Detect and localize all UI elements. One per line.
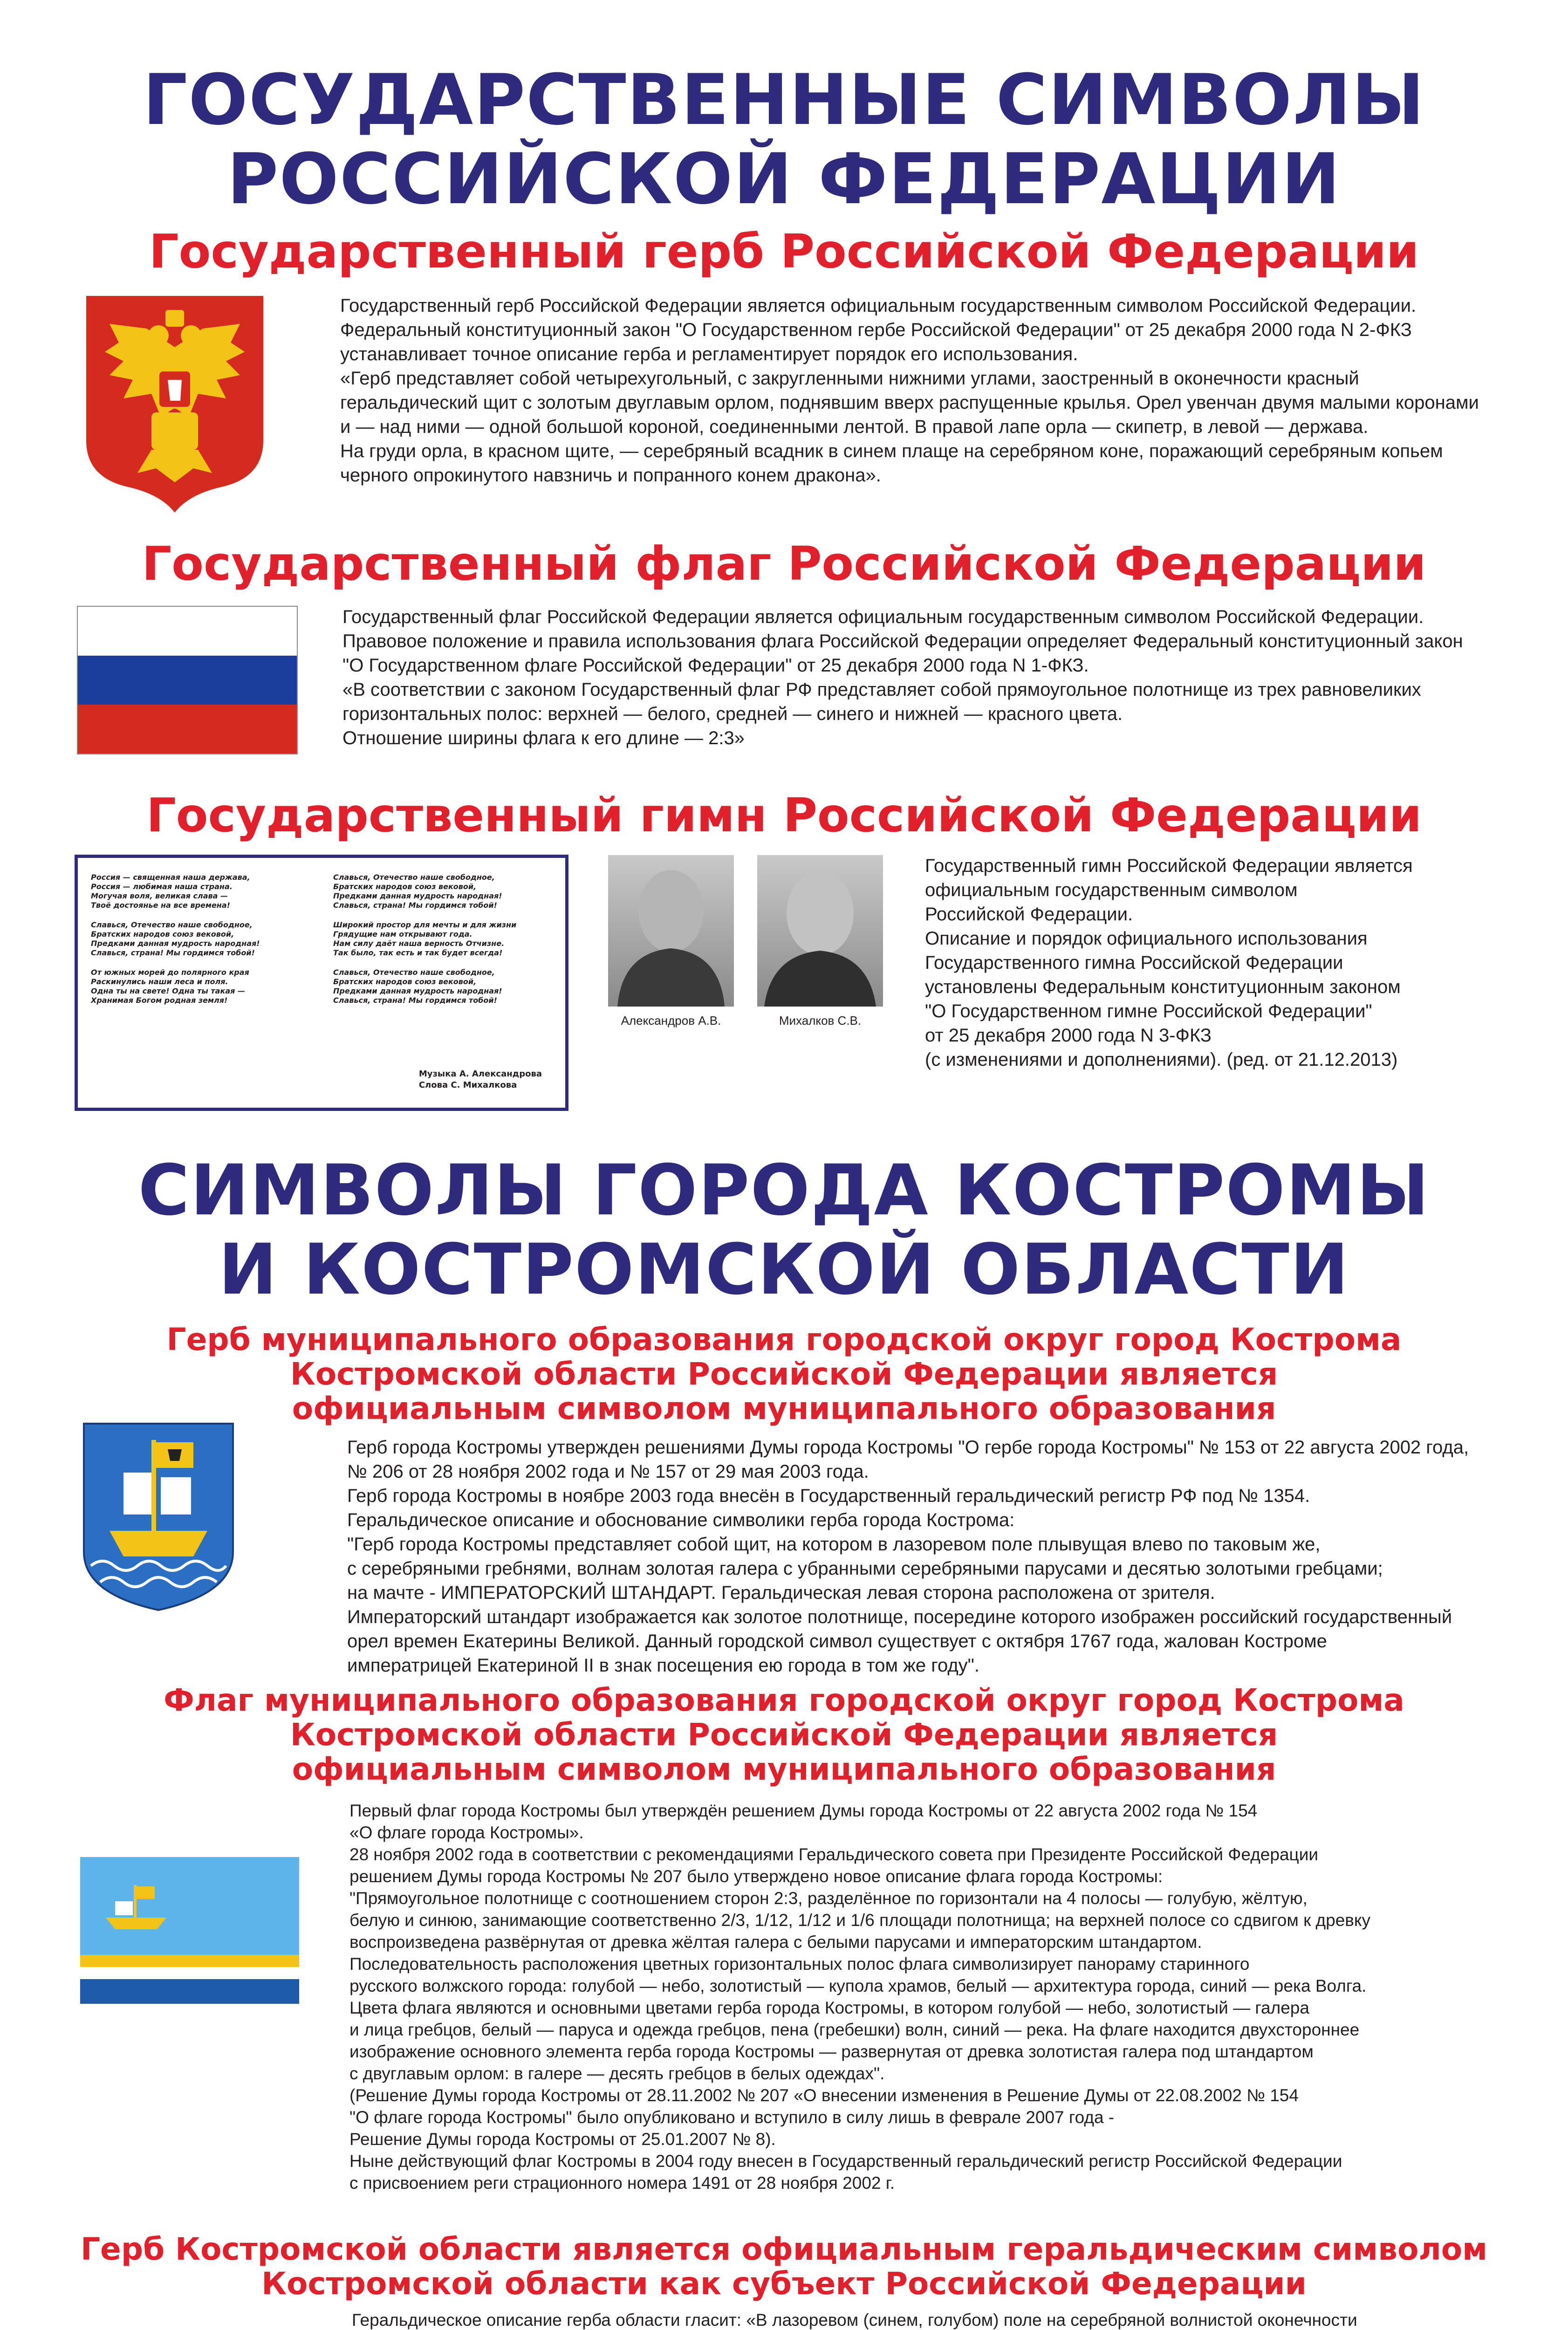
- text-line: Федеральный конституционный закон "О Государственном гербе Российской Федерации" от 25 декабря 2000 года N 2-ФКЗ: [340, 320, 1412, 340]
- text-line: воспроизведена развёрнутая от древка жёлтая галера с белыми парусами и императорским штандартом.: [349, 1933, 1202, 1952]
- city-title-line2: И КОСТРОМСКОЙ ОБЛАСТИ: [218, 1229, 1350, 1310]
- text-line: На груди орла, в красном щите, — серебряный всадник в синем плаще на серебряном коне, поражающий серебряным копьем: [340, 441, 1443, 461]
- text-line: горизонтальных полос: верхней — белого, средней — синего и нижней — красного цвета.: [342, 704, 1123, 724]
- city-title-line1: СИМВОЛЫ ГОРОДА КОСТРОМЫ: [138, 1150, 1430, 1231]
- portrait-mikhalkov: [757, 855, 883, 1007]
- text-line: Последовательность расположения цветных горизонтальных полос флага символизирует панораму старинного: [349, 1954, 1250, 1974]
- text-line: русского волжского города: голубой — небо, золотистый — купола храмов, белый — архитектура города, синий — река Волга.: [349, 1976, 1367, 1995]
- text-line: решением Думы города Костромы № 207 было утверждено новое описание флага города Костромы:: [349, 1867, 1163, 1886]
- title-line: Герб Костромской области является официальным геральдическим символом: [81, 2231, 1487, 2267]
- flag-sky-stripe: [80, 1857, 299, 1955]
- anthem-credits: [419, 1069, 542, 1091]
- text-line: Геральдическое описание герба области гласит: «В лазоревом (синем, голубом) поле на серебряной волнистой оконечности: [352, 2310, 1357, 2330]
- text-line: изображение основного элемента герба города Костромы — развернутая от древка золотистая галера под штандартом: [349, 2042, 1314, 2061]
- text-line: Правовое положение и правила использования флага Российской Федерации определяет Федеральный конституционный закон: [342, 631, 1463, 651]
- flag-red-stripe: [78, 705, 297, 754]
- title-line: Костромской области Российской Федерации является: [290, 1717, 1278, 1753]
- text-line: геральдический щит с золотым двуглавым орлом, поднявшим вверх распущенные крылья. Орел увенчан двумя малыми коронами: [340, 392, 1479, 413]
- flag-yellow-stripe: [80, 1955, 299, 1967]
- kostroma-coat-of-arms-icon: [82, 1421, 235, 1612]
- text-line: на мачте - ИМПЕРАТОРСКИЙ ШТАНДАРТ. Геральдическая левая сторона расположена от зрителя.: [347, 1583, 1215, 1603]
- galley-icon: [101, 1883, 171, 1934]
- text-line: "Герб города Костромы представляет собой щит, на котором в лазоревом поле плывущая влево по таковым же,: [347, 1534, 1321, 1555]
- region-coat-title: [0, 2232, 1568, 2301]
- text-line: Описание и порядок официального использования: [925, 928, 1368, 949]
- anthem-verse: Россия — священная наша держава, Россия — любимая наша страна. Могучая воля, великая слава — Твоё достоянье на все времена!: [91, 873, 250, 910]
- region-coat-description: [352, 2309, 1517, 2330]
- anthem-section-title: Государственный гимн Российской Федерации: [146, 788, 1422, 843]
- text-line: устанавливает точное описание герба и регламентирует порядок его использования.: [340, 344, 1078, 364]
- main-title-line1: ГОСУДАРСТВЕННЫЕ СИМВОЛЫ: [143, 60, 1425, 141]
- text-line: "О Государственном гимне Российской Федерации": [925, 1001, 1372, 1021]
- anthem-music-credit: Музыка А. Александрова: [418, 1069, 542, 1079]
- main-title-line2: РОССИЙСКОЙ ФЕДЕРАЦИИ: [227, 139, 1341, 220]
- text-line: Решение Думы города Костромы от 25.01.2007 № 8).: [349, 2130, 776, 2149]
- text-line: и лица гребцов, белый — паруса и одежда гребцов, пена (гребешки) волн, синий — река. На флаге находится двухстороннее: [349, 2020, 1360, 2039]
- text-line: Цвета флага являются и основными цветами герба города Костромы, в котором голубой — небо, золотистый — галера: [349, 1998, 1309, 2017]
- text-line: от 25 декабря 2000 года N 3-ФКЗ: [925, 1025, 1212, 1046]
- title-line: Костромской области Российской Федерации является: [290, 1356, 1278, 1392]
- city-flag-description: [349, 1800, 1524, 2194]
- text-line: (Решение Думы города Костромы от 28.11.2002 № 207 «О внесении изменения в Решение Думы от 22.08.2002 № 154: [349, 2086, 1299, 2105]
- text-line: Императорский штандарт изображается как золотое полотнище, посередине которого изображен российский государственный: [347, 1607, 1452, 1627]
- anthem-verse: От южных морей до полярного края Раскинулись наши леса и поля. Одна ты на свете! Одна ты такая — Хранимая Богом родная земля!: [91, 968, 249, 1005]
- text-line: Государственный герб Российской Федерации является официальным государственным символом Российской Федерации.: [340, 295, 1417, 316]
- text-line: и — над ними — одной большой короной, соединенными лентой. В правой лапе орла — скипетр, в левой — держава.: [340, 417, 1369, 437]
- russia-coat-of-arms-icon: [82, 291, 268, 515]
- title-line: официальным символом муниципального образования: [292, 1751, 1276, 1787]
- coat-description: [340, 294, 1482, 487]
- anthem-verse: Славься, Отечество наше свободное, Братских народов союз вековой, Предками данная мудрость народная! Славься, страна! Мы гордимся тобой!: [333, 968, 502, 1005]
- text-line: белую и синюю, занимающие соответственно 2/3, 1/12, 1/12 и 1/6 площади полотнища; на верхней полосе со сдвигом к древку: [349, 1911, 1371, 1930]
- text-line: с серебряными гребнями, волнам золотая галера с убранными серебряными парусами и десятью золотыми гребцами;: [347, 1558, 1383, 1579]
- text-line: Российской Федерации.: [925, 904, 1133, 925]
- title-line: официальным символом муниципального образования: [292, 1391, 1276, 1426]
- portrait-alexandrov-caption: Александров А.В.: [621, 1014, 721, 1028]
- anthem-verse: Славься, Отечество наше свободное, Братских народов союз вековой, Предками данная мудрость народная! Славься, страна! Мы гордимся тобой!: [91, 920, 260, 957]
- text-line: орел времен Екатерины Великой. Данный городской символ существует с октября 1767 года, жалован Костроме: [347, 1631, 1327, 1652]
- anthem-description: [925, 854, 1507, 1072]
- portrait-mikhalkov-caption: Михалков С.В.: [779, 1014, 862, 1028]
- text-line: официальным государственным символом: [925, 880, 1298, 900]
- title-line: Костромской области как субъект Российской Федерации: [261, 2266, 1307, 2302]
- text-line: «Герб представляет собой четырехугольный, с закругленными нижними углами, заостренный в оконечности красный: [340, 368, 1359, 389]
- text-line: с присвоением реги страционного номера 1491 от 28 ноября 2002 г.: [349, 2173, 895, 2193]
- anthem-column-left: [91, 873, 315, 1015]
- russia-flag: [77, 606, 298, 754]
- flag-white-stripe: [80, 1967, 299, 1979]
- flag-blue-stripe: [78, 656, 297, 705]
- flag-blue-stripe: [80, 1979, 299, 2004]
- text-line: Герб города Костромы в ноябре 2003 года внесён в Государственный геральдический регистр РФ под № 1354.: [347, 1486, 1310, 1506]
- text-line: Ныне действующий флаг Костромы в 2004 году внесен в Государственный геральдический регистр Российской Федерации: [349, 2152, 1342, 2171]
- text-line: «В соответствии с законом Государственный флаг РФ представляет собой прямоугольное полотнище из трех равновеликих: [342, 679, 1421, 700]
- city-flag-title: [0, 1683, 1568, 1787]
- anthem-verse: Широкий простор для мечты и для жизни Грядущие нам открывают года. Нам силу даёт наша верность Отчизне. Так было, так есть и так будет всегда!: [333, 920, 517, 957]
- text-line: 28 ноября 2002 года в соответствии с рекомендациями Геральдического совета при Президенте Российской Федерации: [349, 1845, 1319, 1864]
- text-line: с двуглавым орлом: в галере — десять гребцов в белых одеждах".: [349, 2064, 885, 2083]
- text-line: черного опрокинутого навзничь и попранного конем дракона».: [340, 465, 881, 486]
- text-line: Государственный гимн Российской Федерации является: [925, 856, 1413, 876]
- kostroma-flag: [80, 1857, 299, 2004]
- city-coat-description: [347, 1435, 1512, 1678]
- text-line: "О Государственном флаге Российской Федерации" от 25 декабря 2000 года N 1-ФКЗ.: [342, 655, 1089, 676]
- anthem-column-right: [333, 873, 557, 1015]
- flag-section-title: Государственный флаг Российской Федерации: [142, 536, 1426, 591]
- city-coat-title: [0, 1323, 1568, 1426]
- title-line: Герб муниципального образования городской округ город Кострома: [166, 1322, 1402, 1357]
- text-line: установлены Федеральным конституционным законом: [925, 977, 1401, 997]
- flag-description: [342, 605, 1484, 750]
- text-line: Государственного гимна Российской Федерации: [925, 953, 1343, 973]
- text-line: Герб города Костромы утвержден решениями Думы города Костромы "О гербе города Костромы" № 153 от 22 августа 2002 года,: [347, 1437, 1469, 1458]
- text-line: императрицей Екатериной II в знак посещения ею города в том же году".: [347, 1655, 979, 1676]
- text-line: Геральдическое описание и обоснование символики герба города Кострома:: [347, 1510, 1015, 1530]
- flag-white-stripe: [78, 607, 297, 656]
- text-line: Первый флаг города Костромы был утверждён решением Думы города Костромы от 22 августа 2002 года № 154: [349, 1801, 1258, 1820]
- anthem-verse: Славься, Отечество наше свободное, Братских народов союз вековой, Предками данная мудрость народная! Славься, страна! Мы гордимся тобой!: [333, 873, 502, 910]
- text-line: «О флаге города Костромы».: [349, 1823, 584, 1842]
- title-line: Флаг муниципального образования городской округ город Кострома: [164, 1682, 1404, 1718]
- text-line: № 206 от 28 ноября 2002 года и № 157 от 29 мая 2003 года.: [347, 1461, 869, 1482]
- text-line: Государственный флаг Российской Федерации является официальным государственным символом Российской Федерации.: [342, 607, 1424, 627]
- portrait-alexandrov: [608, 855, 734, 1007]
- text-line: "О флаге города Костромы" было опубликовано и вступило в силу лишь в феврале 2007 года -: [349, 2108, 1115, 2127]
- text-line: Отношение ширины флага к его длине — 2:3»: [342, 728, 745, 748]
- coat-section-title: Государственный герб Российской Федерации: [149, 224, 1419, 279]
- text-line: (с изменениями и дополнениями). (ред. от 21.12.2013): [925, 1049, 1398, 1070]
- text-line: "Прямоугольное полотнище с соотношением сторон 2:3, разделённое по горизонтали на 4 полосы — голубую, жёлтую,: [349, 1889, 1308, 1908]
- anthem-lyrics-box: [75, 855, 568, 1111]
- anthem-words-credit: Слова С. Михалкова: [418, 1080, 517, 1090]
